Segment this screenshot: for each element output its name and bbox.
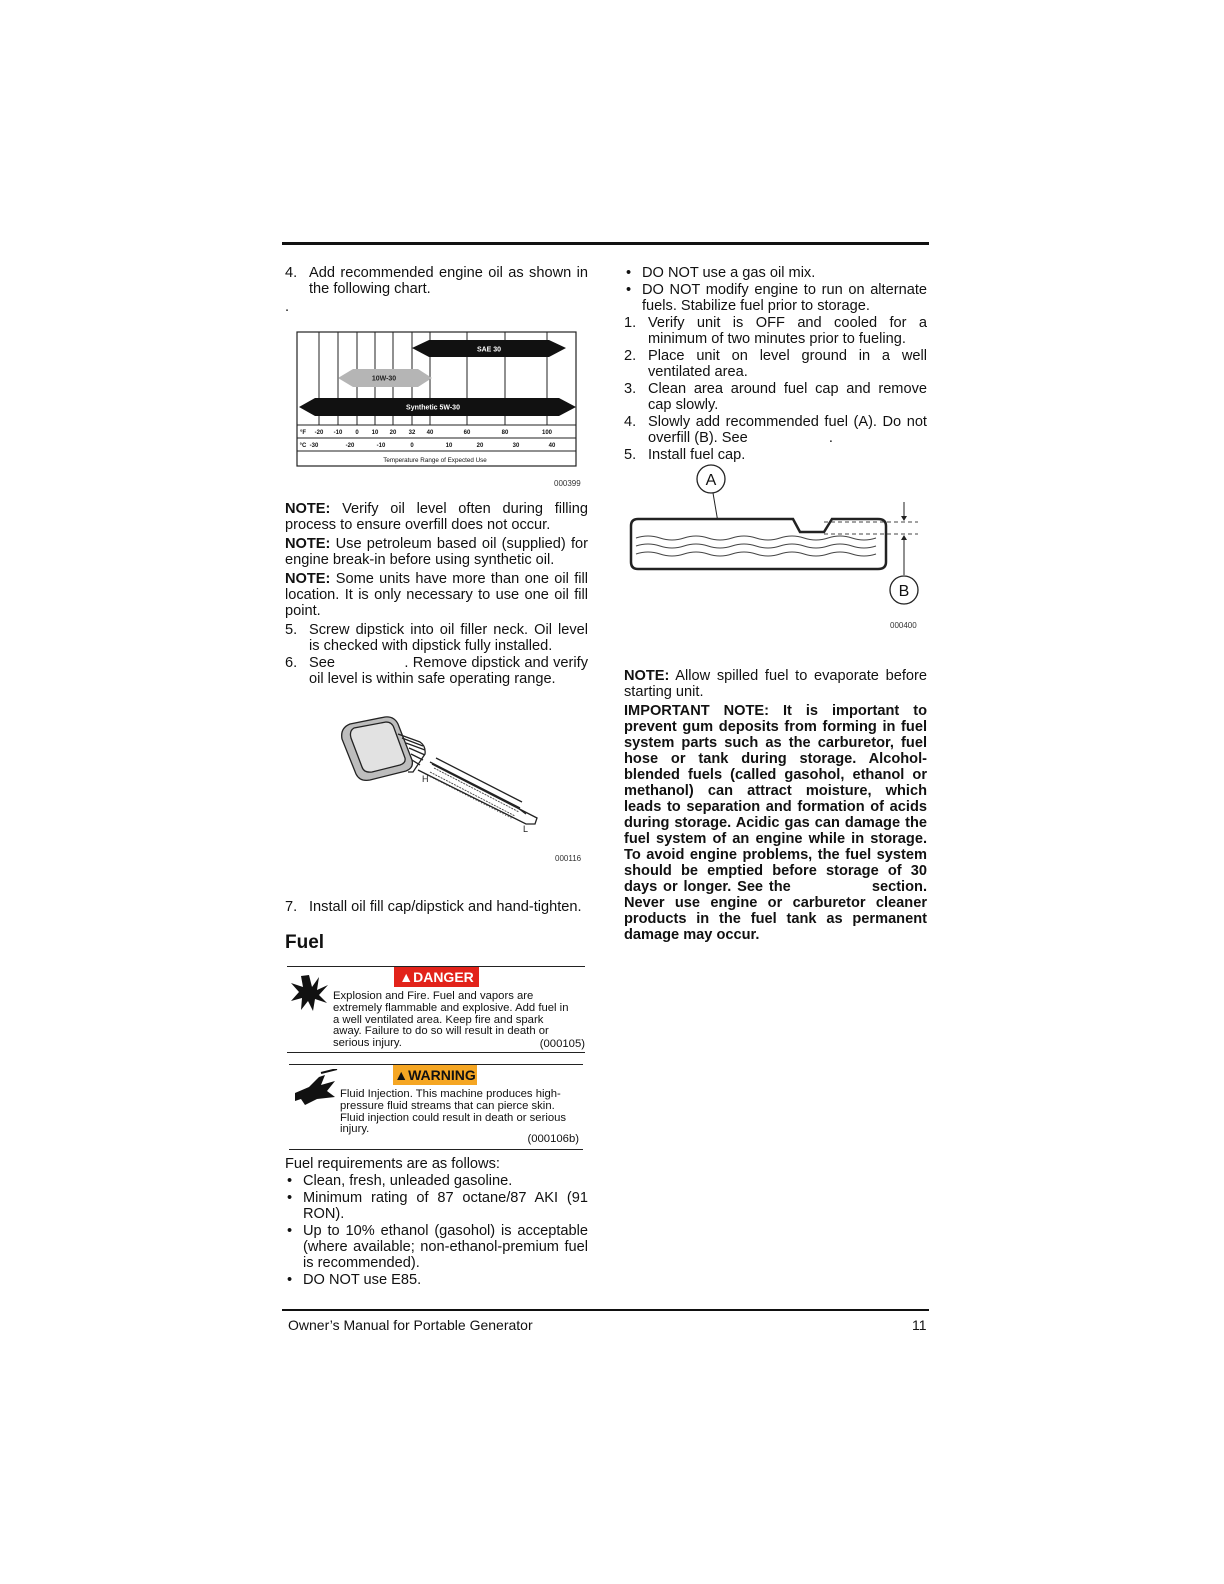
label-a: A	[705, 472, 717, 489]
warning-triangle-icon: ▲	[394, 1067, 409, 1083]
right-notes	[624, 668, 932, 946]
oil-viscosity-chart	[295, 330, 579, 470]
fuel-step-2: 2. Place unit on level ground in a well ventilated area.	[624, 348, 927, 380]
oil-chart-code: 000399	[554, 479, 581, 488]
fuel-step-5: 5. Install fuel cap.	[624, 447, 746, 463]
synthetic-5w30-label: Synthetic 5W-30	[406, 404, 460, 412]
dipstick-code: 000116	[555, 854, 582, 863]
c-tick: 40	[548, 443, 556, 449]
c-unit-label: °C	[299, 443, 307, 449]
footer-rule	[282, 1309, 929, 1311]
f-tick: 60	[463, 430, 471, 436]
footer-title: Owner’s Manual for Portable Generator	[288, 1317, 533, 1333]
right-bullet: • DO NOT use a gas oil mix.	[626, 265, 816, 281]
f-tick: 80	[501, 430, 509, 436]
c-tick: 0	[410, 443, 414, 449]
explosion-icon	[289, 973, 329, 1013]
f-tick: 100	[541, 430, 553, 436]
danger-triangle-icon: ▲	[399, 969, 414, 985]
chart-caption: Temperature Range of Expected Use	[383, 457, 487, 464]
important-note: IMPORTANT NOTE: It is important to prevent gum deposits from forming in fuel system parts such as the carburetor, fuel hose or tank during storage. Alcohol-blended fuels (called gasohol, ethanol or methanol) can attract moisture, which leads to separation and formation of acids during storage. Acidic gas can damage the fuel system of an engine while in storage. To avoid engine problems, the fuel system should be emptied before storage of 30 days or longer. See the section. Never use engine or carburetor cleaner products in the fuel tank as permanent damage may occur.	[624, 703, 932, 943]
dipstick-h-mark: H	[422, 774, 429, 784]
danger-code: (000105)	[539, 1038, 585, 1050]
f-tick: 20	[389, 430, 397, 436]
f-tick: -10	[333, 430, 343, 436]
spill-note: NOTE: Allow spilled fuel to evaporate before starting unit.	[624, 668, 927, 700]
fuel-bullet: • Clean, fresh, unleaded gasoline.	[287, 1173, 513, 1189]
dipstick-illustration	[330, 712, 545, 842]
warning-tag: ▲WARNING	[394, 1067, 476, 1083]
f-tick: 40	[426, 430, 434, 436]
danger-tag: ▲DANGER	[394, 967, 479, 987]
warning-code: (000106b)	[527, 1133, 579, 1145]
sae30-label: SAE 30	[476, 346, 502, 354]
label-b: B	[898, 583, 910, 600]
fuel-step-1: 1. Verify unit is OFF and cooled for a minimum of two minutes prior to fueling.	[624, 315, 927, 347]
fuel-intro: Fuel requirements are as follows:	[285, 1156, 500, 1172]
left-notes	[285, 501, 593, 688]
f-unit-label: °F	[299, 430, 307, 436]
header-rule	[282, 242, 929, 245]
c-tick: 20	[476, 443, 484, 449]
c-tick: 30	[512, 443, 520, 449]
page-number: 11	[912, 1317, 927, 1333]
f-tick: 10	[371, 430, 379, 436]
step-7-tighten: 7. Install oil fill cap/dipstick and hand-tighten.	[285, 899, 582, 915]
step-5-dipstick: 5. Screw dipstick into oil filler neck. Oil level is checked with dipstick fully installed.	[285, 622, 588, 654]
dipstick-l-mark: L	[523, 824, 529, 834]
warning-text: Fluid Injection. This machine produces high-pressure fluid streams that can pierce skin. Fluid injection could result in death or serious injury.	[340, 1088, 567, 1136]
fuel-requirements	[285, 1156, 588, 1289]
stray-dot: .	[285, 299, 290, 315]
c-tick: 10	[445, 443, 453, 449]
c-tick: -10	[376, 443, 386, 449]
right-bullet: • DO NOT modify engine to run on alternate fuels. Stabilize fuel prior to storage.	[626, 282, 927, 314]
f-tick: -20	[314, 430, 324, 436]
left-column-top	[285, 265, 588, 315]
step-7-block	[285, 899, 588, 916]
fuel-step-3: 3. Clean area around fuel cap and remove cap slowly.	[624, 381, 927, 413]
fuel-bullet: • DO NOT use E85.	[287, 1272, 422, 1288]
f-tick: 32	[408, 430, 416, 436]
fluid-injection-icon	[291, 1069, 339, 1109]
fuel-bullet: • Minimum rating of 87 octane/87 AKI (91 RON).	[287, 1190, 588, 1222]
note-2: NOTE: Use petroleum based oil (supplied) for engine break-in before using synthetic oil.	[285, 536, 588, 568]
fuel-step-4: 4. Slowly add recommended fuel (A). Do not overfill (B). See .	[624, 414, 932, 446]
c-tick: -20	[345, 443, 355, 449]
10w30-label: 10W-30	[371, 375, 397, 383]
fuel-tank-code: 000400	[890, 621, 917, 630]
right-column-top	[624, 265, 932, 464]
danger-block	[287, 966, 585, 1053]
c-tick: -30	[309, 443, 319, 449]
warning-block	[289, 1064, 583, 1150]
fuel-bullet: • Up to 10% ethanol (gasohol) is acceptable (where available; non-ethanol-premium fuel is recommended).	[287, 1223, 588, 1271]
f-tick: 0	[355, 430, 359, 436]
fuel-tank-illustration	[628, 462, 923, 612]
step-6-verify: 6. See . Remove dipstick and verify oil level is within safe operating range.	[285, 655, 593, 687]
note-3: NOTE: Some units have more than one oil fill location. It is only necessary to use one oil fill point.	[285, 571, 588, 619]
note-1: NOTE: Verify oil level often during filling process to ensure overfill does not occur.	[285, 501, 588, 533]
danger-text: Explosion and Fire. Fuel and vapors are extremely flammable and explosive. Add fuel in a well ventilated area. Keep fire and spark away. Failure to do so will result in death or serious injury.	[333, 990, 569, 1050]
fuel-heading: Fuel	[285, 932, 325, 953]
step-4-add-oil: 4. Add recommended engine oil as shown in the following chart.	[285, 265, 588, 297]
